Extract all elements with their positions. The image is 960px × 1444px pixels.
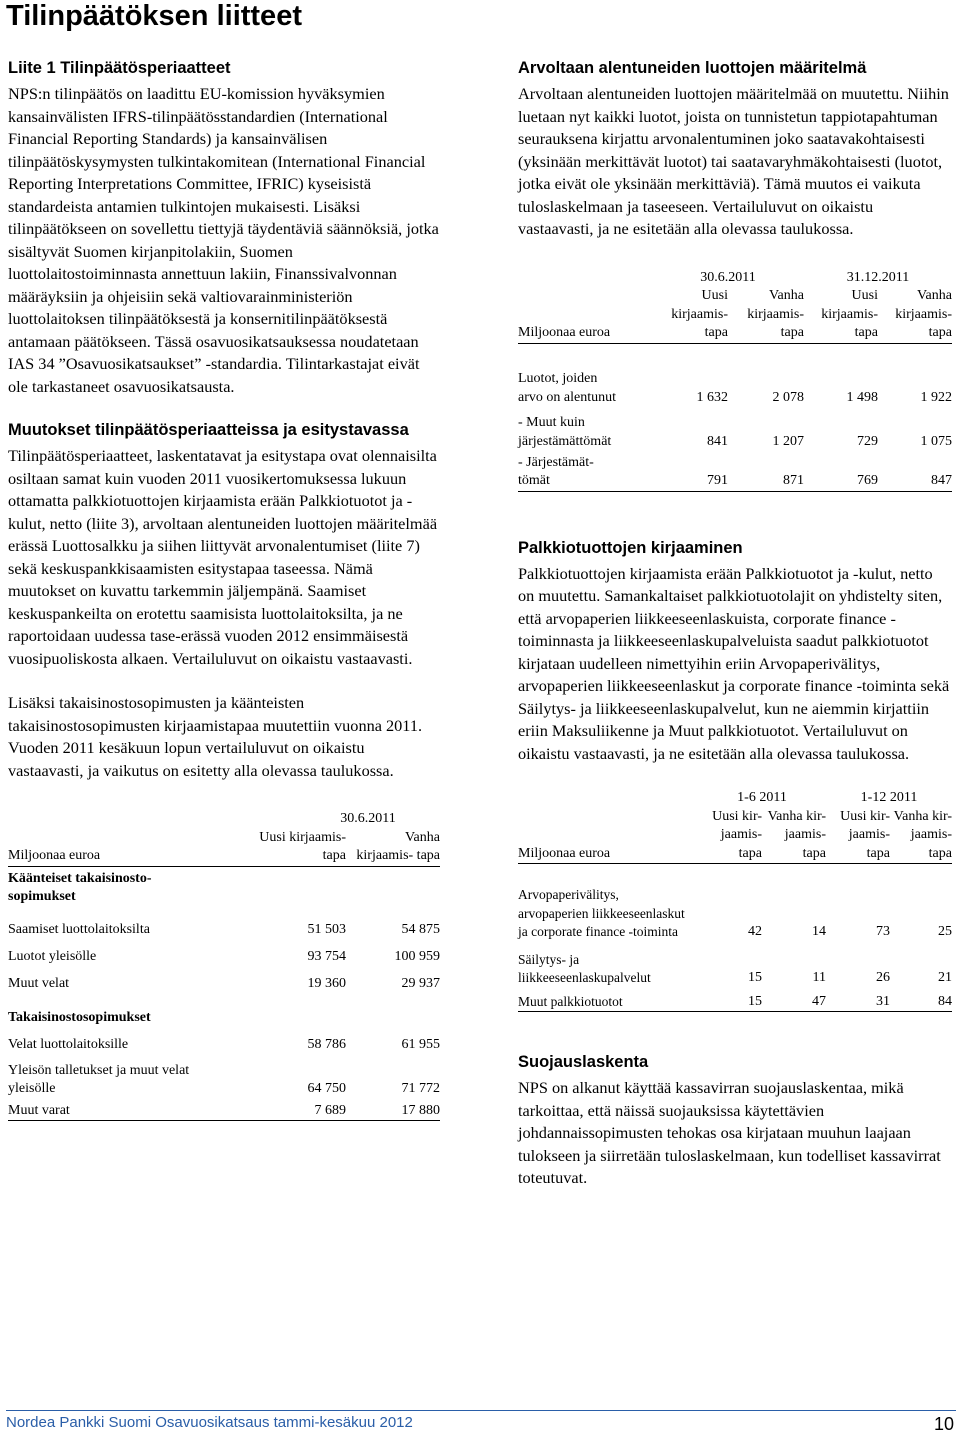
repo-table-section-reverse: Käänteiset takaisinosto- sopimukset — [8, 870, 152, 904]
section-heading-hedge-accounting: Suojauslaskenta — [518, 1053, 649, 1071]
impaired-table-date-2: 31.12.2011 — [846, 269, 910, 285]
commission-table-period-2: 1-12 2011 — [860, 790, 918, 805]
impaired-loans-table: 30.6.2011 31.12.2011 Miljoonaa euroa Uusi kirjaamis- tapa Vanha kirjaamis- tapa Uusi kirjaamis- tapa Vanha kirjaamis- tapa Luotot, joiden arvo on alentunut 1 632 2 078 1 498 1 922 - Muut kuin järjestämättömät 841 1 207 729 1 075 - Järjestämät- tömät 791 871 769 847 — [518, 269, 952, 492]
table-row: Säilytys- ja liikkeeseenlaskupalvelut 15 11 26 21 — [518, 951, 952, 985]
paragraph-impaired-loans: Arvoltaan alentuneiden luottojen määritelmää on muutettu. Niihin luetaan nyt kaikki luotot, joista on tunnistetun tappiotapahtuman seurauksena kirjattu arvonalentuminen joko saatavakohtaisesti (yksinään merkittävät luotot) tai saatavaryhmäkohtaisesti (luotot, jotka eivät ole yksinään merkittäviä). Tämä muutos ei vaikuta tuloslaskelmaan ja taseeseen. Vertailuluvut on oikaistu vastaavasti, ja ne esitetään alla olevassa taulukossa. — [518, 84, 949, 238]
impaired-table-date-1: 30.6.2011 — [700, 269, 756, 285]
table-row: Arvopaperivälitys, arvopaperien liikkeeseenlaskut ja corporate finance -toiminta 42 14 73 25 — [518, 887, 952, 939]
repo-table — [8, 810, 440, 1121]
table-row: - Muut kuin järjestämättömät 841 1 207 729 1 075 — [518, 415, 952, 449]
section-heading-changes: Muutokset tilinpäätösperiaatteissa ja esitystavassa — [8, 421, 409, 439]
paragraph-changes: Tilinpäätösperiaatteet, laskentatavat ja esitystapa ovat olennaisilta osiltaan samat kuin vuoden 2011 vuosikertomuksessa lukuun ottamatta palkkiotuottojen kirjaamista erään Palkkiotuotot ja -kulut, netto (liite 3), arvoltaan alentuneiden luottojen määritelmää erässä Luottosalkku ja siihen liittyvät arvonalentumiset (liite 7) sekä keskuspankkisaamisten esitystapaa taseessa. Nämä muutokset on kuvattu tarkemmin jäljempänä. Saamiset keskuspankeilta on erotettu saamisista luottolaitoksilta, ja ne raportoidaan uudessa tase-erässä vuoden 2012 ensimmäisestä vuosipuoliskosta alkaen. Vertailuluvut on oikaistu vastaavasti. — [8, 446, 438, 668]
commission-table-period-1: 1-6 2011 — [737, 790, 787, 805]
paragraph-repo-changes: Lisäksi takaisinostosopimusten ja käänteisten takaisinostosopimusten kirjaamistapaa muutettiin vuonna 2011. Vuoden 2011 kesäkuun lopun vertailuluvut on oikaistu vastaavasti, ja vaikutus on esitetty alla olevassa taulukossa. — [8, 693, 423, 780]
right-column — [518, 58, 952, 1190]
footer-divider — [6, 1410, 956, 1411]
repo-table-unit: Miljoonaa euroa — [8, 829, 256, 867]
repo-table-section-repo: Takaisinostosopimukset — [8, 1010, 151, 1025]
paragraph-commission-income: Palkkiotuottojen kirjaamista erään Palkkiotuotot ja -kulut, netto on muutettu. Samankaltaiset palkkiotuotolajit on yhdistelty siten, että arvopaperien liikkeeseenlaskuista, corporate finance -toiminnasta ja liikkeeseenlaskupalveluista saadut palkkiotuotot kirjataan uudelleen nimettyihin eriin Arvopaperivälitys, arvopaperien liikkeeseenlaskut ja corporate finance -toiminta sekä Säilytys- ja liikkeeseenlaskupalvelut, kun ne aiemmin kirjattiin eriin Maksuliikenne ja Muut palkkiotuotot. Vertailuluvut on oikaistu vastaavasti, ja ne esitetään alla olevassa taulukossa. — [518, 563, 950, 763]
section-heading-impaired-loans: Arvoltaan alentuneiden luottojen määritelmä — [518, 59, 867, 77]
table-row: Luotot, joiden arvo on alentunut 1 632 2 078 1 498 1 922 — [518, 371, 952, 405]
table-row: Muut velat 19 360 29 937 — [8, 976, 440, 991]
page-title: Tilinpäätöksen liitteet — [6, 0, 302, 32]
left-column — [8, 58, 442, 1121]
footer-text: Nordea Pankki Suomi Osavuosikatsaus tammi-kesäkuu 2012 — [6, 1414, 413, 1431]
repo-table-date: 30.6.2011 — [340, 811, 396, 826]
section-heading-accounting-principles: Liite 1 Tilinpäätösperiaatteet — [8, 59, 231, 77]
page-number: 10 — [933, 1414, 954, 1434]
paragraph-accounting-principles: NPS:n tilinpäätös on laadittu EU-komission hyväksymien kansainvälisten IFRS-tilinpäätösstandardien (International Financial Reporting Standards) ja kansainvälisen tilinpäätöskysymysten tulkintakomitean (International Financial Reporting Interpretations Committee, IFRIC) kyseisistä standardeista antamien tulkintojen mukaisesti. Lisäksi tilinpäätökseen on sovellettu tiettyjä täydentäviä säännöksiä, jotka sisältyvät Suomen kirjanpitolakiin, Suomen luottolaitostoiminnasta annettuun lakiin, Finanssivalvonnan määräyksiin ja ohjeisiin sekä valtiovarainministeriön luottolaitoksen tilinpäätöksestä ja konsernitilinpäätöksestä antamaan päätökseen. Tässä osavuosikatsauksessa noudatetaan IAS 34 ”Osavuosikatsaukset” -standardia. Tilintarkastajat eivät ole tarkastaneet osavuosikatsausta. — [8, 84, 439, 396]
commission-table: 1-6 2011 1-12 2011 Miljoonaa euroa Uusi kir- jaamis- tapa Vanha kir- jaamis- tapa Uusi kir- jaamis- tapa Vanha kir- jaamis- tapa Arvopaperivälitys, arvopaperien liikkeeseenlaskut ja corporate finance -toiminta 42 14 73 25 Säilytys- ja liikkeeseenlaskupalvelut 15 11 26 21 Muut palkkiotuotot 15 47 31 84 — [518, 789, 952, 1012]
section-heading-commission-income: Palkkiotuottojen kirjaaminen — [518, 538, 743, 557]
repo-table-col-new: Uusi kirjaamis- tapa — [256, 829, 346, 867]
table-row: - Järjestämät- tömät 791 871 769 847 — [518, 451, 952, 491]
table-row: Velat luottolaitoksille 58 786 61 955 — [8, 1037, 440, 1052]
table-row: Yleisön talletukset ja muut velat yleisölle 64 750 71 772 — [8, 1062, 440, 1096]
table-row: Saamiset luottolaitoksilta 51 503 54 875 — [8, 922, 440, 937]
impaired-table-unit: Miljoonaa euroa — [518, 287, 652, 343]
table-row: Muut palkkiotuotot 15 47 31 84 — [518, 988, 952, 1012]
repo-table-col-old: Vanha kirjaamis- tapa — [346, 829, 440, 867]
paragraph-hedge-accounting: NPS on alkanut käyttää kassavirran suojauslaskentaa, mikä tarkoittaa, että näissä suojauksissa käytettävien johdannaissopimusten tehokas osa kirjataan muuhun laajaan tulokseen ja siirretään tuloslaskelmaan, kun todelliset kassavirrat toteutuvat. — [518, 1078, 941, 1187]
commission-table-unit: Miljoonaa euroa — [518, 808, 698, 864]
table-row: Muut varat 7 689 17 880 — [8, 1099, 440, 1121]
table-row: Luotot yleisölle 93 754 100 959 — [8, 949, 440, 964]
